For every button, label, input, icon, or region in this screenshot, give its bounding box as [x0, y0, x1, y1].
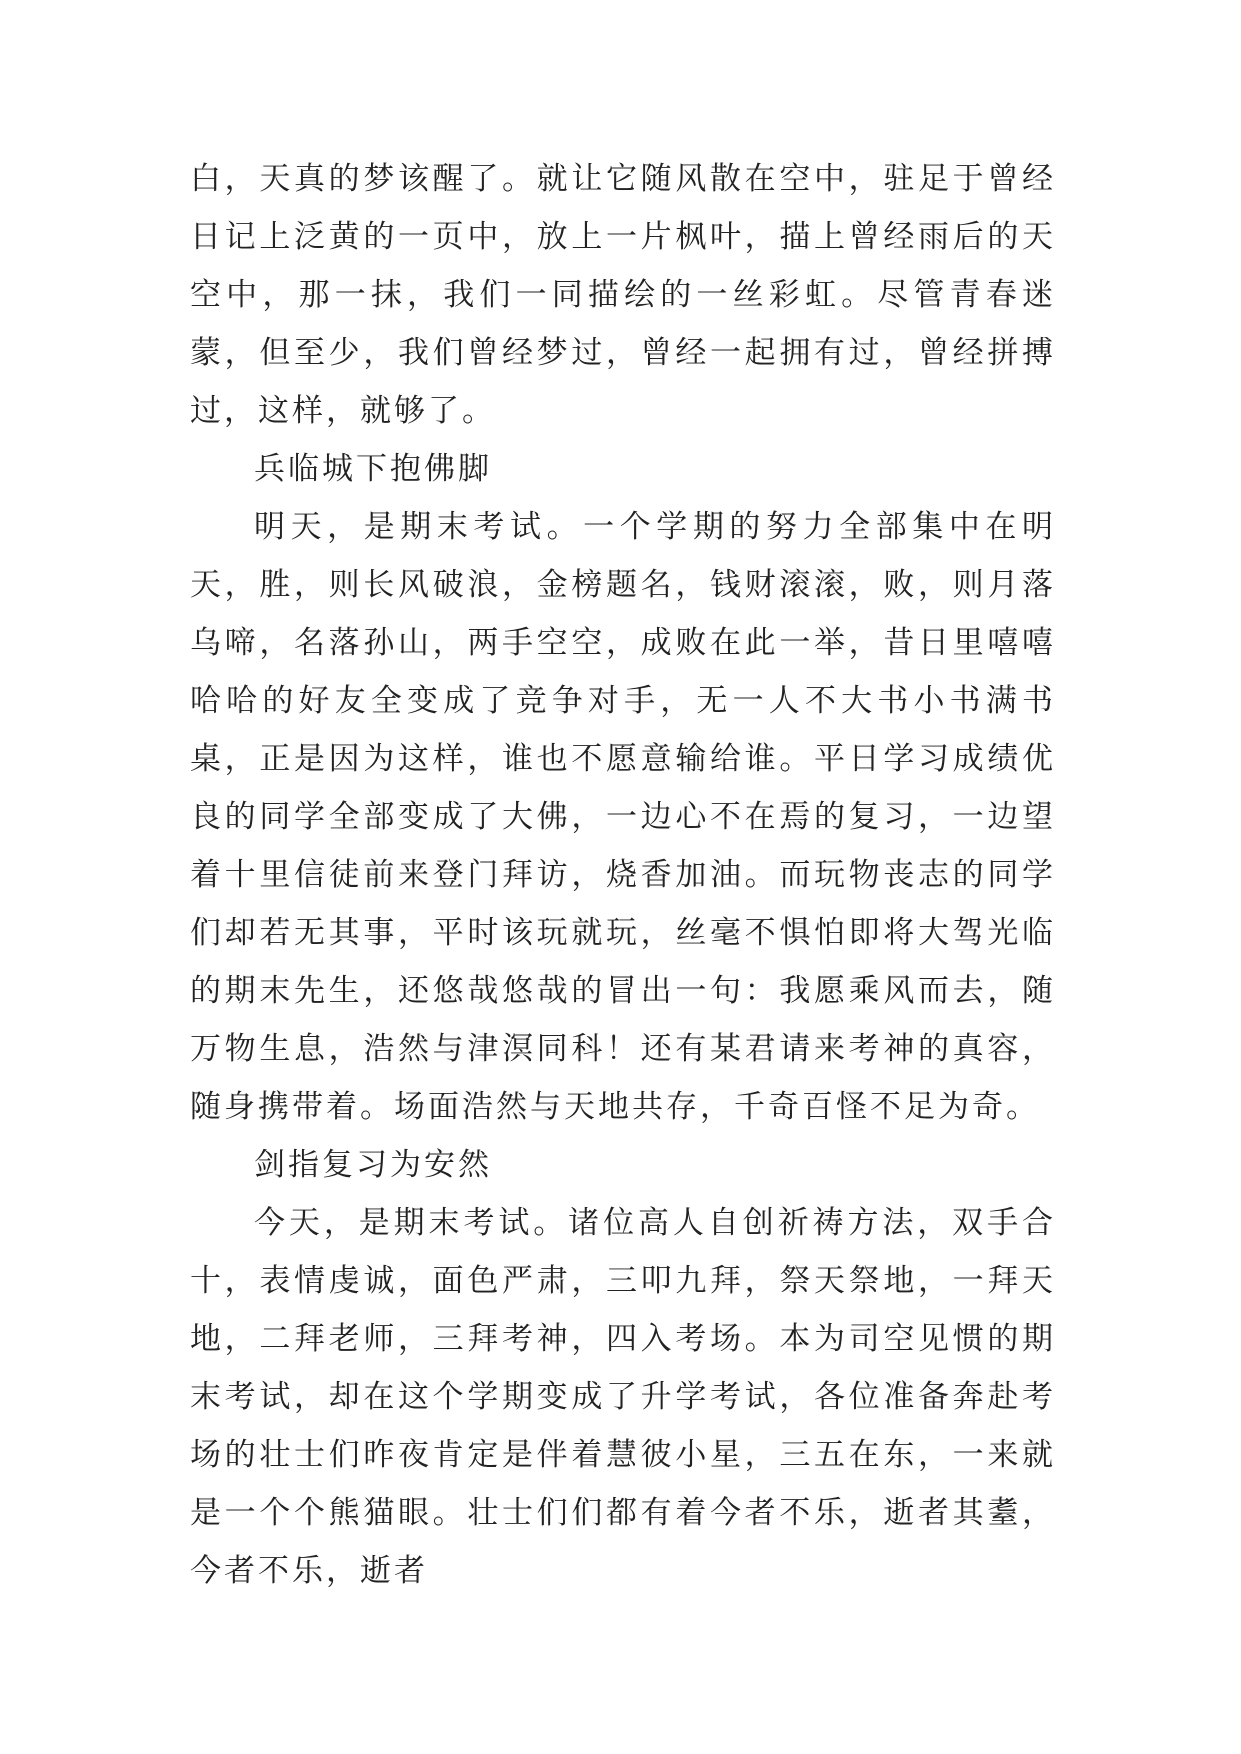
document-body [190, 150, 1056, 1600]
paragraph-2: 明天，是期末考试。一个学期的努力全部集中在明天，胜，则长风破浪，金榜题名，钱财滚滚，败，则月落乌啼，名落孙山，两手空空，成败在此一举，昔日里嘻嘻哈哈的好友全变成了竞争对手，无一人不大书小书满书桌，正是因为这样，谁也不愿意输给谁。平日学习成绩优良的同学全部变成了大佛，一边心不在焉的复习，一边望着十里信徒前来登门拜访，烧香加油。而玩物丧志的同学们却若无其事，平时该玩就玩，丝毫不惧怕即将大驾光临的期末先生，还悠哉悠哉的冒出一句：我愿乘风而去，随万物生息，浩然与津溟同科！还有某君请来考神的真容，随身携带着。场面浩然与天地共存，千奇百怪不足为奇。 [190, 509, 1056, 1125]
section-heading-1: 兵临城下抱佛脚 [254, 451, 492, 487]
paragraph-continued: 白，天真的梦该醒了。就让它随风散在空中，驻足于曾经日记上泛黄的一页中，放上一片枫叶，描上曾经雨后的天空中，那一抹，我们一同描绘的一丝彩虹。尽管青春迷蒙，但至少，我们曾经梦过，曾经一起拥有过，曾经拼搏过，这样，就够了。 [190, 161, 1056, 429]
section-heading-2: 剑指复习为安然 [254, 1147, 492, 1183]
paragraph-3: 今天，是期末考试。诸位高人自创祈祷方法，双手合十，表情虔诚，面色严肃，三叩九拜，祭天祭地，一拜天地，二拜老师，三拜考神，四入考场。本为司空见惯的期末考试，却在这个学期变成了升学考试，各位准备奔赴考场的壮士们昨夜肯定是伴着慧彼小星，三五在东，一来就是一个个熊猫眼。壮士们们都有着今者不乐，逝者其耋，今者不乐，逝者 [190, 1205, 1056, 1589]
